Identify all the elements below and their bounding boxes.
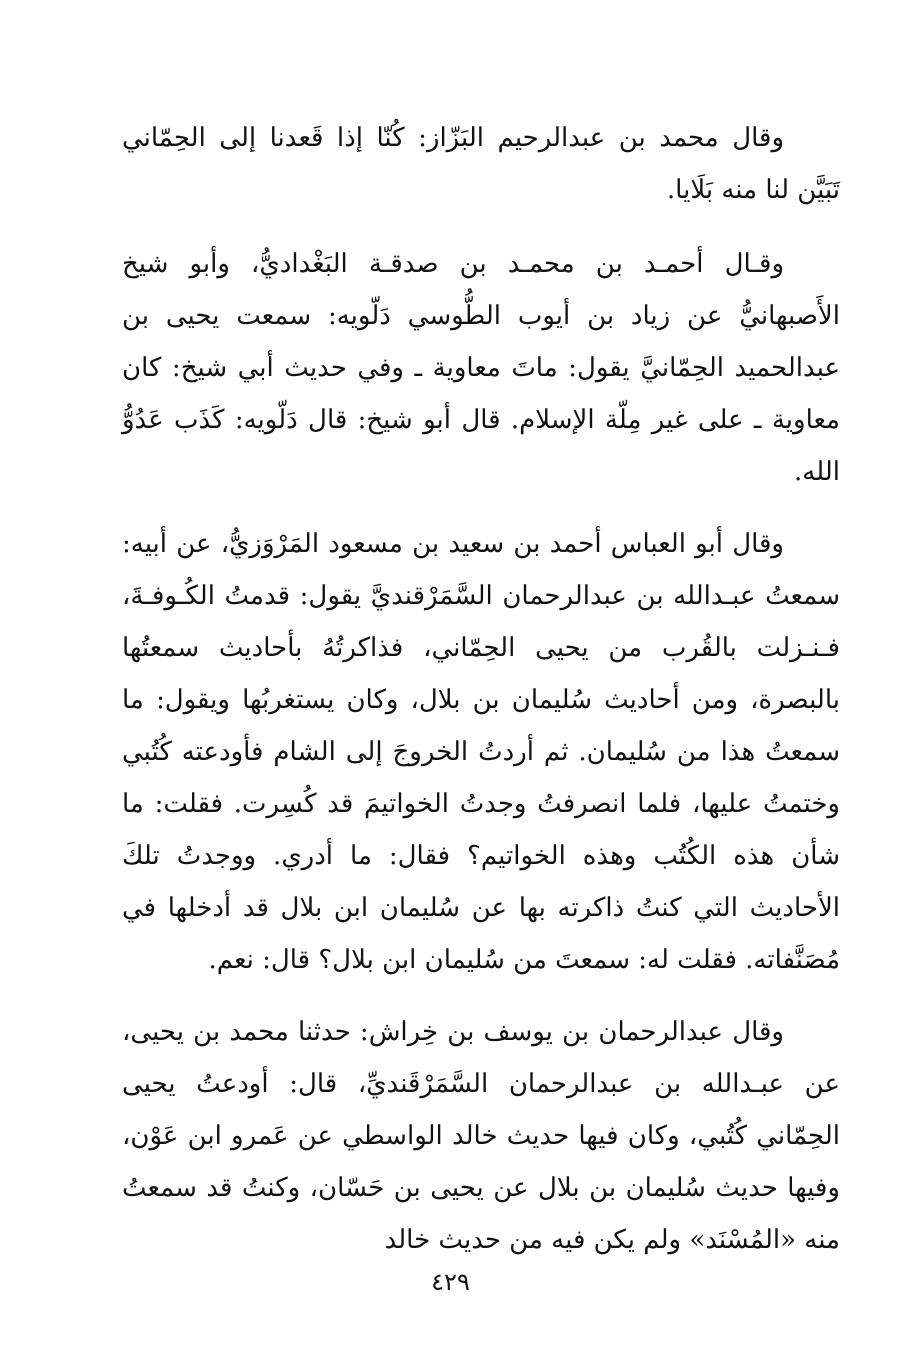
paragraph-4: وقال عبدالرحمان بن يوسف بن خِراش: حدثنا محمد بن يحيى، عن عبـدالله بن عبدالرحمان السَّمَرْقَنديِّ، قال: أودعتُ يحيى الحِمّاني كُتُبي، وكان فيها حديث خالد الواسطي عن عَمرو ابن عَوْن، وفيها حديث سُليمان بن بلال عن يحيى بن حَسّان، وكنتُ قد سمعتُ منه «المُسْنَد» ولم يكن فيه من حديث خالد [122, 1017, 840, 1255]
paragraph-2: وقـال أحمـد بن محمـد بن صدقـة البَغْداديُّ، وأبو شيخ الأَصبهانيُّ عن زياد بن أيوب الطُّوسي دَلّويه: سمعت يحيى بن عبدالحميد الحِمّانيَّ يقول: ماتَ معاوية ـ وفي حديث أبي شيخ: كان معاوية ـ على غير مِلّة الإسلام. قال أبو شيخ: قال دَلّويه: كَذَب عَدُوُّ الله. [122, 249, 840, 487]
page-number: ٤٢٩ [431, 1268, 470, 1296]
page-body [122, 112, 840, 1284]
paragraph-1: وقال محمد بن عبدالرحيم البَزّاز: كُنّا إذا قَعدنا إلى الحِمّاني تَبَيَّن لنا منه بَلَايا. [122, 123, 840, 205]
paragraph-3: وقال أبو العباس أحمد بن سعيد بن مسعود المَرْوَزيُّ، عن أبيه: سمعتُ عبـدالله بن عبدالرحمان السَّمَرْقنديَّ يقول: قدمتُ الكُـوفـةَ، فـنـزلت بالقُرب من يحيى الحِمّاني، فذاكرتُهُ بأحاديث سمعتُها بالبصرة، ومن أحاديث سُليمان بن بلال، وكان يستغربُها ويقول: ما سمعتُ هذا من سُليمان. ثم أردتُ الخروجَ إلى الشام فأودعته كُتُبي وختمتُ عليها، فلما انصرفتُ وجدتُ الخواتيمَ قد كُسِرت. فقلت: ما شأن هذه الكُتُب وهذه الخواتيم؟ فقال: ما أدري. ووجدتُ تلكَ الأحاديث التي كنتُ ذاكرته بها عن سُليمان ابن بلال قد أدخلها في مُصَنَّفاته. فقلت له: سمعتَ من سُليمان ابن بلال؟ قال: نعم. [122, 529, 840, 975]
